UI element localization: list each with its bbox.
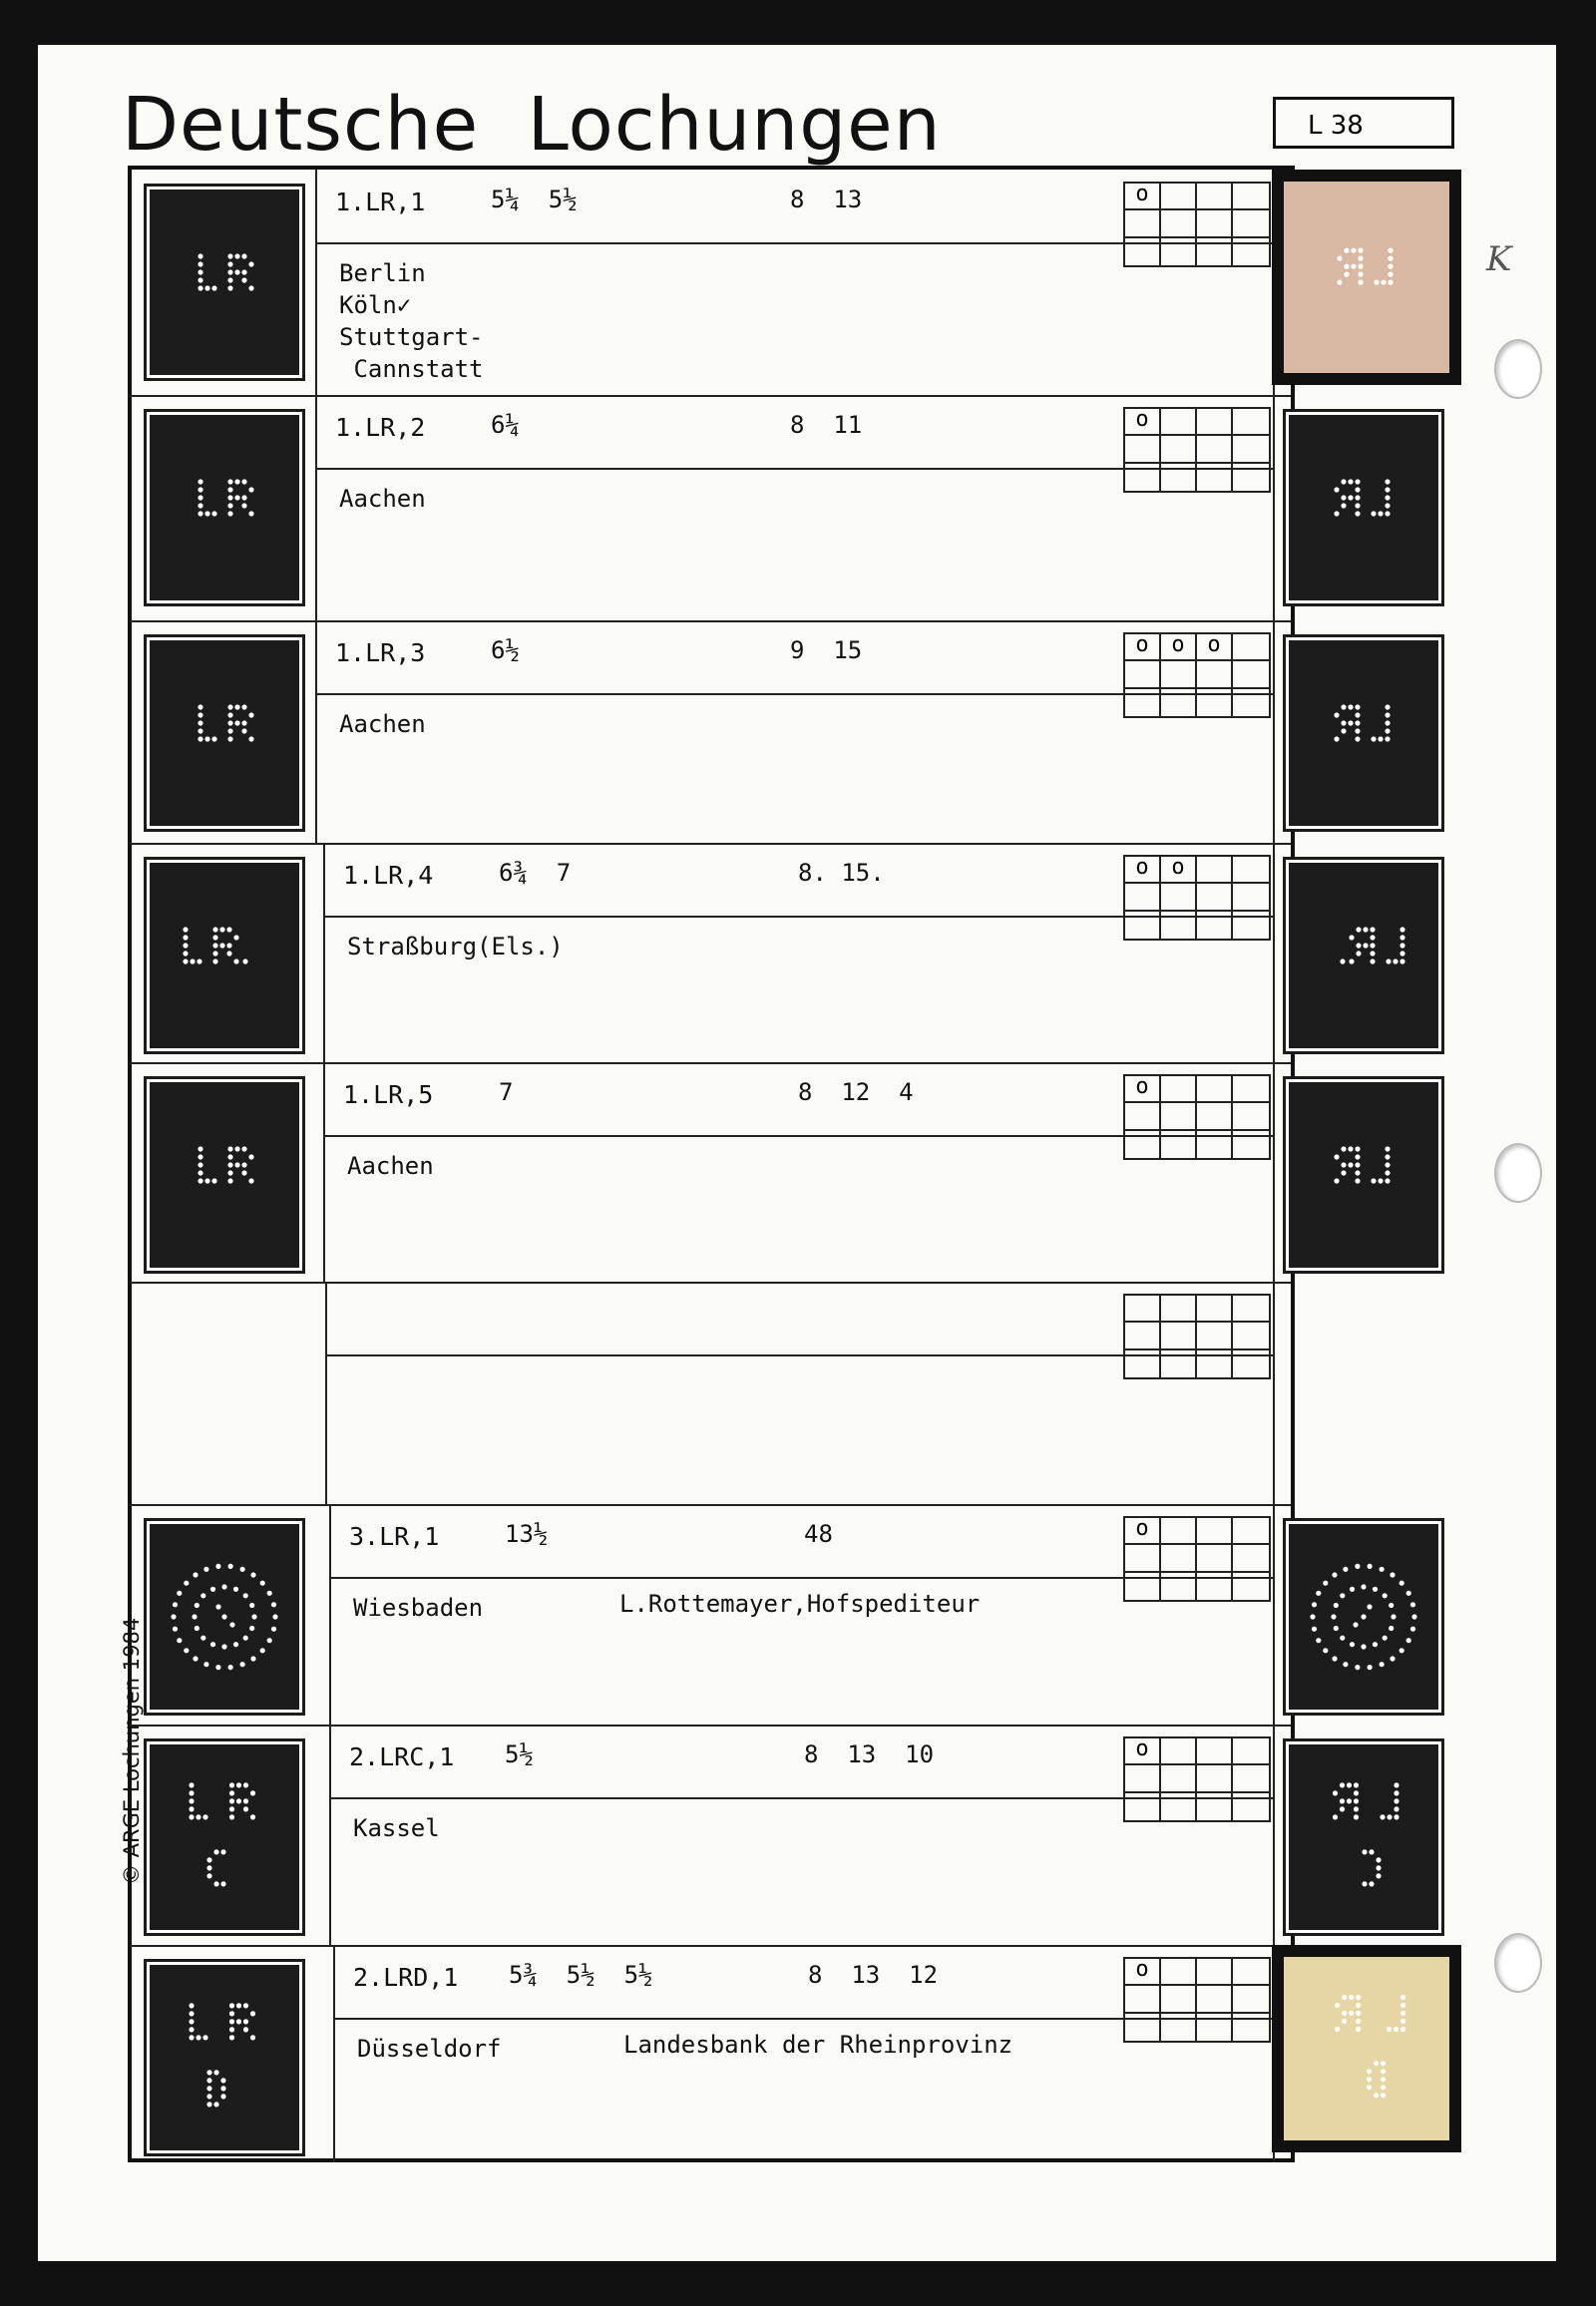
page-code: L 38 xyxy=(1273,97,1454,149)
grid-cell xyxy=(1197,884,1233,911)
page-title: Deutsche Lochungen xyxy=(122,82,942,168)
grid-cell xyxy=(1233,1765,1269,1792)
grid-cell xyxy=(1233,1738,1269,1765)
place-name: Aachen xyxy=(339,485,426,513)
grid-cell xyxy=(1161,1518,1197,1545)
column-divider xyxy=(315,170,317,395)
perfin-stamp-drawing xyxy=(150,640,299,826)
hole-sizes: 5¾ 5½ 5½ xyxy=(509,1961,653,1989)
grid-cell xyxy=(1197,1986,1233,2013)
perfin-stamp-drawing xyxy=(150,415,299,600)
row-divider xyxy=(130,1282,1291,1284)
grid-cell xyxy=(1125,689,1161,716)
perfin-id: 2.LRD,1 xyxy=(353,1963,459,1992)
grid-cell xyxy=(1233,2014,1269,2041)
hole-sizes: 5¼ 5½ xyxy=(491,186,578,213)
grid-cell xyxy=(1197,409,1233,436)
grid-cell xyxy=(1161,436,1197,463)
firm-name: Landesbank der Rheinprovinz xyxy=(623,2031,1013,2059)
grid-cell xyxy=(1233,634,1269,661)
grid-cell xyxy=(1197,1545,1233,1572)
grid-cell xyxy=(1161,1545,1197,1572)
grid-cell xyxy=(1233,857,1269,884)
place-name: Stuttgart- xyxy=(339,323,484,351)
grid-cell xyxy=(1233,409,1269,436)
row-divider xyxy=(130,1945,1291,1947)
grid-cell xyxy=(1161,2014,1197,2041)
hole-sizes: 7 xyxy=(499,1078,514,1106)
grid-cell xyxy=(1125,2014,1161,2041)
perfin-id: 3.LR,1 xyxy=(349,1522,440,1551)
perfin-id: 1.LR,1 xyxy=(335,188,426,216)
grid-cell: o xyxy=(1161,857,1197,884)
hole-counts: 8 12 4 xyxy=(798,1078,914,1106)
position-grid xyxy=(1123,407,1271,493)
grid-cell xyxy=(1233,1518,1269,1545)
place-name: Cannstatt xyxy=(339,355,484,383)
grid-cell: o xyxy=(1125,1518,1161,1545)
position-grid xyxy=(1123,632,1271,718)
perfin-stamp-reverse xyxy=(1289,415,1438,600)
grid-cell xyxy=(1161,1350,1197,1377)
grid-cell xyxy=(1161,238,1197,265)
row-divider xyxy=(130,843,1291,845)
grid-cell xyxy=(1161,1765,1197,1792)
grid-cell xyxy=(1161,1076,1197,1103)
perfin-id: 1.LR,5 xyxy=(343,1080,434,1109)
binder-punch-hole xyxy=(1494,1143,1542,1203)
grid-cell xyxy=(1233,661,1269,688)
grid-cell xyxy=(1233,1103,1269,1130)
binder-punch-hole xyxy=(1494,1933,1542,1993)
place-name: Wiesbaden xyxy=(353,1594,484,1622)
grid-cell: o xyxy=(1125,634,1161,661)
grid-cell xyxy=(1233,1573,1269,1600)
grid-cell xyxy=(1125,210,1161,237)
column-divider xyxy=(329,1504,331,1725)
row-divider xyxy=(130,395,1291,397)
grid-cell xyxy=(1197,857,1233,884)
column-divider xyxy=(323,843,325,1062)
grid-cell xyxy=(1125,912,1161,939)
perfin-id: 2.LRC,1 xyxy=(349,1742,455,1771)
grid-cell xyxy=(1233,1296,1269,1323)
position-grid xyxy=(1123,182,1271,267)
grid-cell xyxy=(1161,1573,1197,1600)
place-name: Kassel xyxy=(353,1814,440,1842)
catalog-frame xyxy=(128,166,1295,2162)
grid-cell xyxy=(1125,1103,1161,1130)
column-divider xyxy=(1273,1062,1275,1282)
place-name: Düsseldorf xyxy=(357,2035,502,2063)
grid-cell xyxy=(1197,689,1233,716)
hole-counts: 8 13 12 xyxy=(808,1961,939,1989)
grid-cell: o xyxy=(1125,857,1161,884)
column-divider xyxy=(1273,620,1275,843)
position-grid xyxy=(1123,1294,1271,1379)
perfin-stamp-reverse xyxy=(1289,1524,1438,1710)
column-divider xyxy=(325,1282,327,1504)
perfin-stamp-drawing xyxy=(150,1744,299,1930)
grid-cell xyxy=(1125,1793,1161,1820)
perfin-stamp-drawing xyxy=(150,1524,299,1710)
grid-cell xyxy=(1233,689,1269,716)
grid-cell xyxy=(1197,1765,1233,1792)
grid-cell xyxy=(1125,1350,1161,1377)
grid-cell: o xyxy=(1125,409,1161,436)
grid-cell: o xyxy=(1161,634,1197,661)
position-grid xyxy=(1123,1516,1271,1602)
grid-cell xyxy=(1125,1545,1161,1572)
place-name: Aachen xyxy=(339,710,426,738)
grid-cell xyxy=(1197,1323,1233,1349)
grid-cell xyxy=(1197,1131,1233,1158)
grid-cell xyxy=(1125,1986,1161,2013)
grid-cell xyxy=(1197,210,1233,237)
row-divider xyxy=(130,620,1291,622)
hole-sizes: 6¾ 7 xyxy=(499,859,572,887)
copyright-credit: © ARGE Lochungen 1984 xyxy=(120,1617,144,1885)
perfin-id: 1.LR,3 xyxy=(335,638,426,667)
grid-cell xyxy=(1161,1738,1197,1765)
grid-cell xyxy=(1125,661,1161,688)
place-name: Aachen xyxy=(347,1152,434,1180)
grid-cell xyxy=(1233,1545,1269,1572)
grid-cell xyxy=(1125,1765,1161,1792)
grid-cell xyxy=(1197,1103,1233,1130)
row-divider xyxy=(130,1062,1291,1064)
hole-sizes: 13½ xyxy=(505,1520,549,1548)
grid-cell xyxy=(1197,661,1233,688)
grid-cell xyxy=(1161,1131,1197,1158)
grid-cell: o xyxy=(1125,1738,1161,1765)
grid-cell xyxy=(1161,1986,1197,2013)
perfin-stamp-drawing xyxy=(150,190,299,375)
grid-cell xyxy=(1197,1573,1233,1600)
grid-cell xyxy=(1197,1518,1233,1545)
position-grid xyxy=(1123,1074,1271,1160)
grid-cell: o xyxy=(1125,1959,1161,1986)
grid-cell xyxy=(1197,1350,1233,1377)
position-grid xyxy=(1123,1957,1271,2043)
grid-cell xyxy=(1197,912,1233,939)
grid-cell xyxy=(1197,436,1233,463)
grid-cell xyxy=(1125,464,1161,491)
perfin-stamp-reverse xyxy=(1289,863,1438,1048)
grid-cell xyxy=(1233,436,1269,463)
grid-cell xyxy=(1197,184,1233,210)
perfin-stamp-drawing xyxy=(150,1965,299,2150)
grid-cell xyxy=(1161,884,1197,911)
grid-cell: o xyxy=(1197,634,1233,661)
column-divider xyxy=(323,1062,325,1282)
hole-sizes: 5½ xyxy=(505,1740,534,1768)
grid-cell: o xyxy=(1125,184,1161,210)
perfin-stamp-drawing xyxy=(150,863,299,1048)
grid-cell xyxy=(1161,1296,1197,1323)
column-divider xyxy=(1273,843,1275,1062)
perfin-stamp-reverse xyxy=(1289,640,1438,826)
grid-cell xyxy=(1233,184,1269,210)
binder-punch-hole xyxy=(1494,339,1542,399)
grid-cell xyxy=(1125,436,1161,463)
grid-cell xyxy=(1161,409,1197,436)
row-divider xyxy=(130,1504,1291,1506)
grid-cell xyxy=(1233,1131,1269,1158)
grid-cell: o xyxy=(1125,1076,1161,1103)
grid-cell xyxy=(1233,1323,1269,1349)
grid-cell xyxy=(1161,1793,1197,1820)
grid-cell xyxy=(1125,1323,1161,1349)
grid-cell xyxy=(1161,464,1197,491)
hole-sizes: 6½ xyxy=(491,636,520,664)
grid-cell xyxy=(1197,1793,1233,1820)
grid-cell xyxy=(1125,1296,1161,1323)
hole-sizes: 6¼ xyxy=(491,411,520,439)
firm-name: L.Rottemayer,Hofspediteur xyxy=(619,1590,981,1618)
perfin-stamp-reverse xyxy=(1289,1082,1438,1268)
perfin-id: 1.LR,2 xyxy=(335,413,426,442)
place-name: Berlin xyxy=(339,259,426,287)
position-grid xyxy=(1123,855,1271,941)
grid-cell xyxy=(1161,210,1197,237)
grid-cell xyxy=(1125,238,1161,265)
grid-cell xyxy=(1197,1296,1233,1323)
column-divider xyxy=(333,1945,335,2162)
perfin-id: 1.LR,4 xyxy=(343,861,434,890)
grid-cell xyxy=(1233,210,1269,237)
grid-cell xyxy=(1125,1131,1161,1158)
grid-cell xyxy=(1161,1103,1197,1130)
column-divider xyxy=(315,395,317,620)
real-stamp-specimen[interactable] xyxy=(1272,1945,1461,2152)
grid-cell xyxy=(1161,689,1197,716)
column-divider xyxy=(315,620,317,843)
grid-cell xyxy=(1233,1076,1269,1103)
grid-cell xyxy=(1125,1573,1161,1600)
perfin-stamp-drawing xyxy=(150,1082,299,1268)
perfin-stamp-reverse xyxy=(1289,1744,1438,1930)
column-divider xyxy=(1273,395,1275,620)
grid-cell xyxy=(1161,184,1197,210)
column-divider xyxy=(1273,1282,1275,1504)
grid-cell xyxy=(1233,912,1269,939)
grid-cell xyxy=(1125,884,1161,911)
grid-cell xyxy=(1233,1350,1269,1377)
grid-cell xyxy=(1197,1959,1233,1986)
grid-cell xyxy=(1233,1959,1269,1986)
column-divider xyxy=(1273,1504,1275,1725)
grid-cell xyxy=(1197,464,1233,491)
handwritten-mark: K xyxy=(1486,239,1512,279)
grid-cell xyxy=(1233,238,1269,265)
column-divider xyxy=(1273,1725,1275,1945)
place-name: Straßburg(Els.) xyxy=(347,933,564,961)
place-name: Köln✓ xyxy=(339,291,412,319)
hole-counts: 8 11 xyxy=(790,411,863,439)
grid-cell xyxy=(1161,1959,1197,1986)
real-stamp-specimen[interactable] xyxy=(1272,170,1461,385)
grid-cell xyxy=(1197,1076,1233,1103)
hole-counts: 9 15 xyxy=(790,636,863,664)
grid-cell xyxy=(1161,661,1197,688)
position-grid xyxy=(1123,1736,1271,1822)
grid-cell xyxy=(1233,464,1269,491)
hole-counts: 48 xyxy=(804,1520,833,1548)
grid-cell xyxy=(1197,2014,1233,2041)
grid-cell xyxy=(1161,912,1197,939)
hole-counts: 8 13 xyxy=(790,186,863,213)
hole-counts: 8. 15. xyxy=(798,859,885,887)
grid-cell xyxy=(1161,1323,1197,1349)
row-divider xyxy=(130,1725,1291,1727)
grid-cell xyxy=(1233,1793,1269,1820)
grid-cell xyxy=(1197,1738,1233,1765)
grid-cell xyxy=(1233,1986,1269,2013)
column-divider xyxy=(329,1725,331,1945)
hole-counts: 8 13 10 xyxy=(804,1740,935,1768)
grid-cell xyxy=(1233,884,1269,911)
grid-cell xyxy=(1197,238,1233,265)
